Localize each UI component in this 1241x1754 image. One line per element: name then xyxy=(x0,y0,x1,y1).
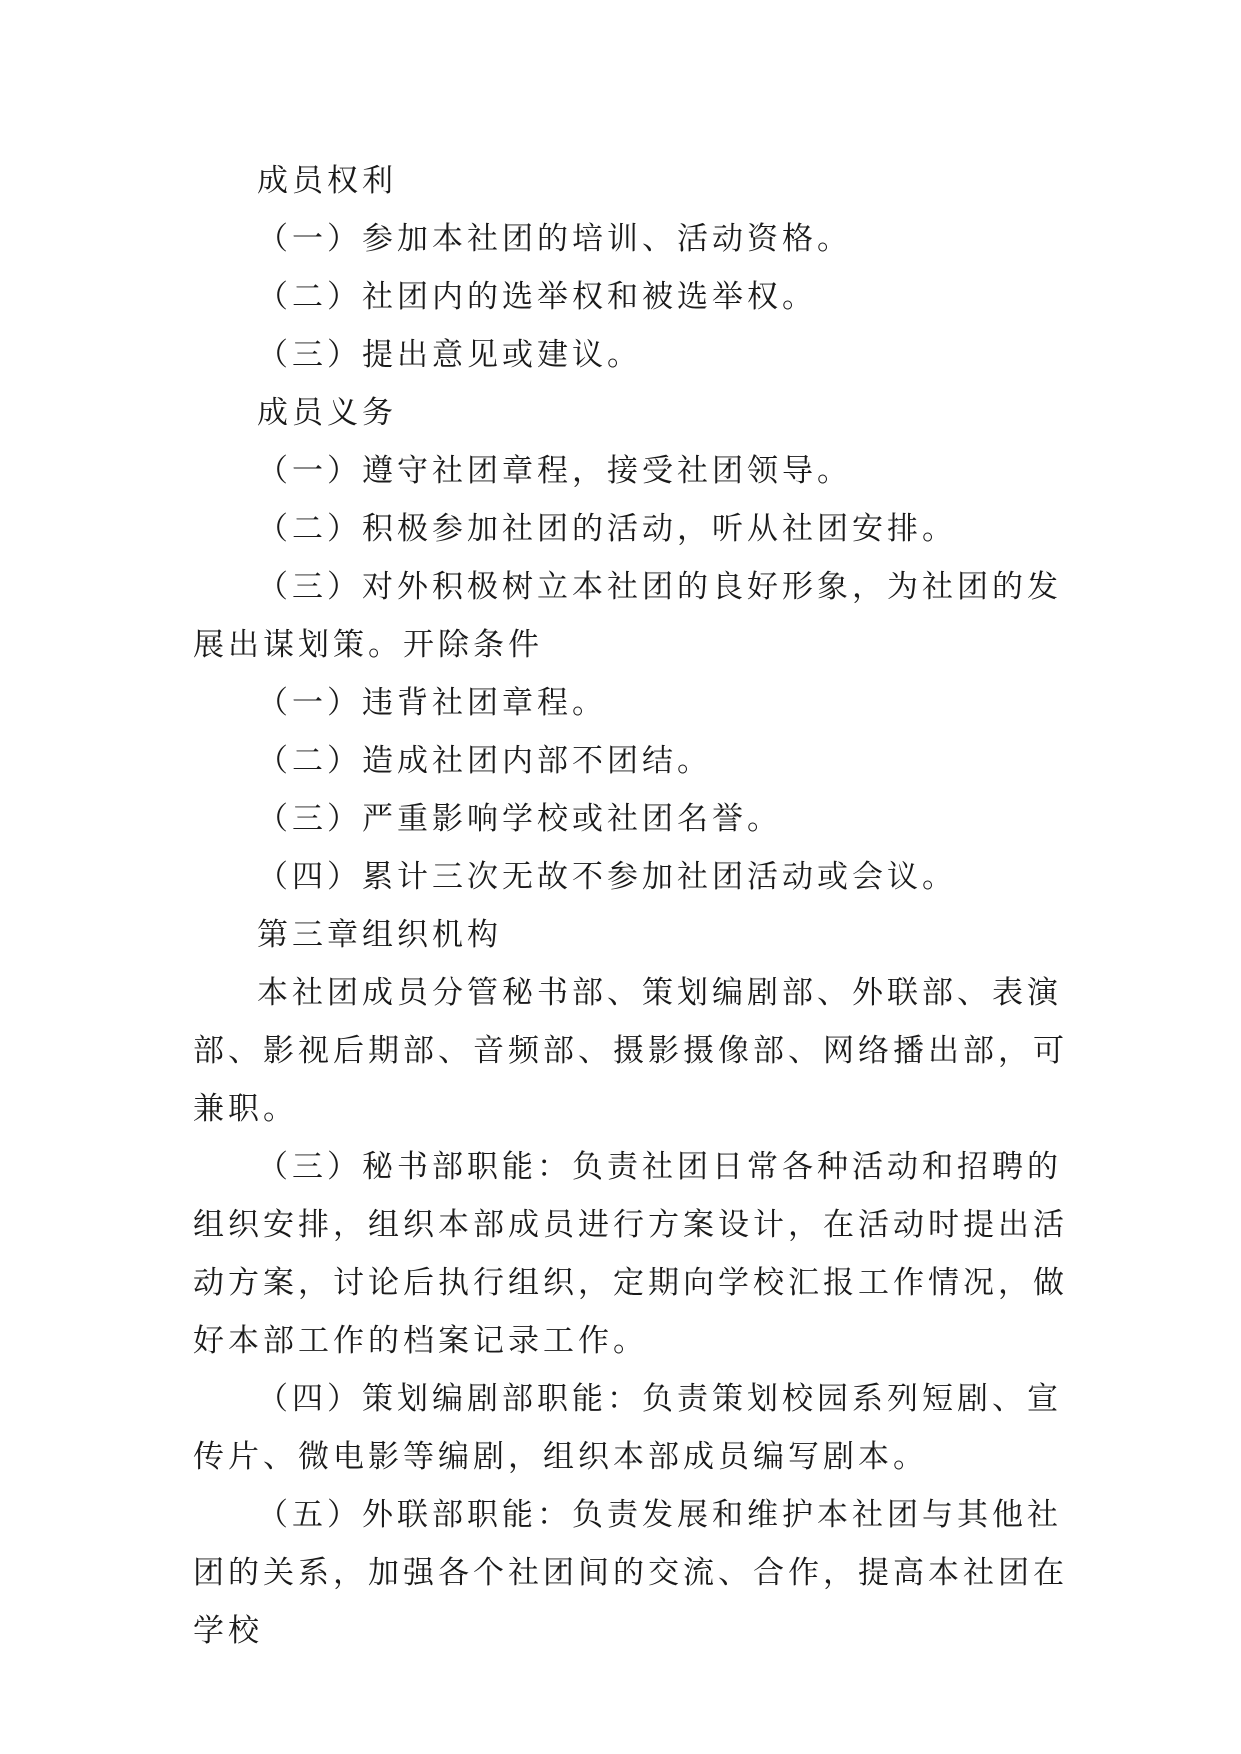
document-body xyxy=(193,152,1073,1660)
rights-item-2: （二）社团内的选举权和被选举权。 xyxy=(257,279,817,315)
expulsion-item-4: （四）累计三次无故不参加社团活动或会议。 xyxy=(257,859,957,895)
secretariat-duties: （三）秘书部职能：负责社团日常各种活动和招聘的组织安排，组织本部成员进行方案设计，在活动时提出活动方案，讨论后执行组织，定期向学校汇报工作情况，做好本部工作的档案记录工作。 xyxy=(193,1149,1068,1359)
duties-item-1: （一）遵守社团章程，接受社团领导。 xyxy=(257,453,852,489)
chapter-three-heading: 第三章组织机构 xyxy=(257,917,502,953)
external-relations-duties: （五）外联部职能：负责发展和维护本社团与其他社团的关系，加强各个社团间的交流、合作，提高本社团在学校 xyxy=(193,1497,1068,1649)
expulsion-item-2: （二）造成社团内部不团结。 xyxy=(257,743,712,779)
rights-item-1: （一）参加本社团的培训、活动资格。 xyxy=(257,221,852,257)
departments-paragraph: 本社团成员分管秘书部、策划编剧部、外联部、表演部、影视后期部、音频部、摄影摄像部、网络播出部，可兼职。 xyxy=(193,975,1068,1127)
heading-member-duties: 成员义务 xyxy=(257,395,397,431)
planning-script-duties: （四）策划编剧部职能：负责策划校园系列短剧、宣传片、微电影等编剧，组织本部成员编写剧本。 xyxy=(193,1381,1062,1475)
duties-item-2: （二）积极参加社团的活动，听从社团安排。 xyxy=(257,511,957,547)
rights-item-3: （三）提出意见或建议。 xyxy=(257,337,642,373)
expulsion-item-3: （三）严重影响学校或社团名誉。 xyxy=(257,801,782,837)
expulsion-item-1: （一）违背社团章程。 xyxy=(257,685,607,721)
duties-item-3: （三）对外积极树立本社团的良好形象，为社团的发展出谋划策。开除条件 xyxy=(193,569,1062,663)
heading-member-rights: 成员权利 xyxy=(257,163,397,199)
